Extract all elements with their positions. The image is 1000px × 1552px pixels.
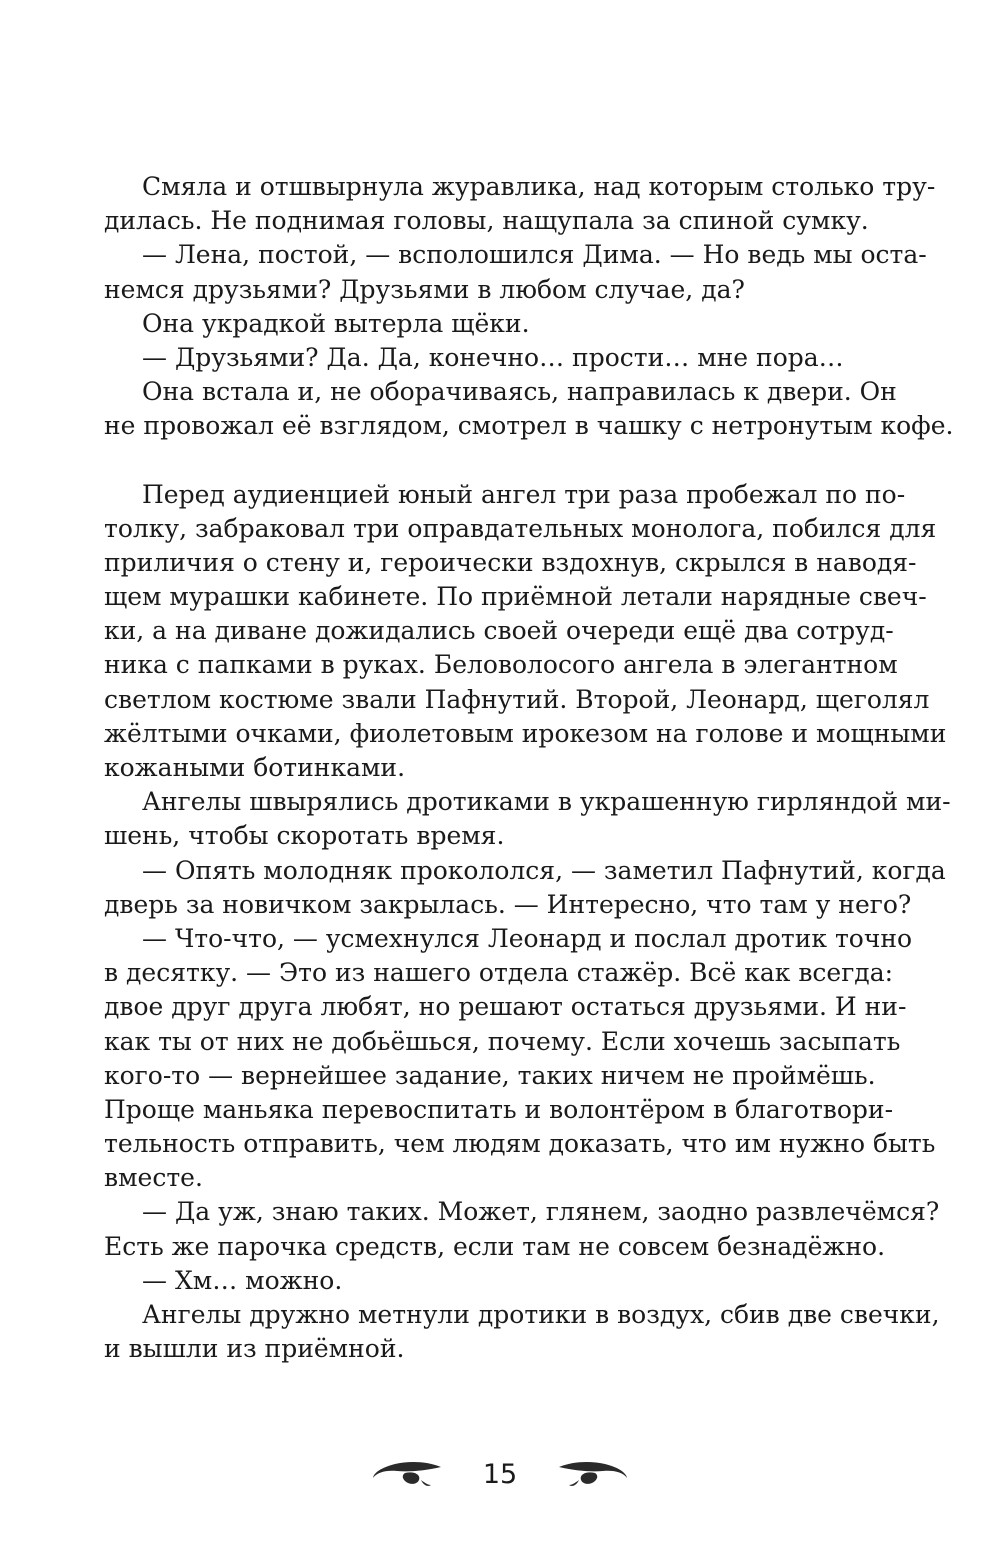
paragraph bbox=[104, 375, 954, 443]
text-line: — Что-что, — усмехнулся Леонард и послал дротик точно bbox=[142, 923, 913, 953]
text-line: Перед аудиенцией юный ангел три раза пробежал по по- bbox=[142, 479, 906, 509]
text-line: кого-то — вернейшее задание, таких ничем не проймёшь. bbox=[104, 1060, 876, 1090]
text-line: щем мурашки кабинете. По приёмной летали нарядные свеч- bbox=[104, 582, 927, 612]
text-line: Есть же парочка средств, если там не совсем безнадёжно. bbox=[104, 1231, 886, 1261]
text-line: шень, чтобы скоротать время. bbox=[104, 821, 505, 851]
text-line: Она украдкой вытерла щёки. bbox=[142, 308, 530, 338]
paragraph bbox=[104, 1264, 838, 1298]
text-line: двое друг друга любят, но решают остаться друзьями. И ни- bbox=[104, 992, 907, 1022]
text-line: дилась. Не поднимая головы, нащупала за спиной сумку. bbox=[104, 206, 869, 236]
text-line: дверь за новичком закрылась. — Интересно, что там у него? bbox=[104, 889, 912, 919]
text-line: приличия о стену и, героически вздохнув, скрылся в наводя- bbox=[104, 547, 917, 577]
section-before-break bbox=[104, 170, 954, 444]
text-line: — Лена, постой, — всполошился Дима. — Но ведь мы оста- bbox=[142, 240, 927, 270]
paragraph bbox=[104, 785, 951, 853]
section-break bbox=[104, 444, 838, 478]
text-line: и вышли из приёмной. bbox=[104, 1334, 405, 1364]
paragraph bbox=[104, 1298, 940, 1366]
text-line: не провожал её взглядом, смотрел в чашку с нетронутым кофе. bbox=[104, 411, 954, 441]
page-number: 15 bbox=[482, 1459, 518, 1490]
left-fleuron-icon bbox=[371, 1458, 443, 1492]
text-line: ки, а на диване дожидались своей очереди ещё два сотруд- bbox=[104, 616, 894, 646]
text-line: Проще маньяка перевоспитать и волонтёром в благотвори- bbox=[104, 1094, 894, 1124]
text-line: — Друзьями? Да. Да, конечно… прости… мне пора… bbox=[142, 342, 844, 372]
text-line: кожаными ботинками. bbox=[104, 753, 406, 782]
page-footer bbox=[0, 1450, 1000, 1500]
text-line: Она встала и, не оборачиваясь, направилась к двери. Он bbox=[142, 377, 897, 407]
right-fleuron-icon bbox=[557, 1458, 629, 1492]
text-line: ника с папками в руках. Беловолосого ангела в элегантном bbox=[104, 650, 898, 680]
paragraph bbox=[104, 478, 947, 786]
paragraph bbox=[104, 922, 936, 1196]
text-line: жёлтыми очками, фиолетовым ирокезом на голове и мощными bbox=[104, 718, 947, 748]
paragraph bbox=[104, 854, 946, 922]
text-line: светлом костюме звали Пафнутий. Второй, Леонард, щеголял bbox=[104, 684, 930, 714]
text-line: Смяла и отшвырнула журавлика, над которым столько тру- bbox=[142, 172, 936, 201]
section-after-break bbox=[104, 478, 951, 1367]
text-line: немся друзьями? Друзьями в любом случае, да? bbox=[104, 274, 745, 304]
text-line: — Да уж, знаю таких. Может, глянем, заодно развлечёмся? bbox=[142, 1197, 940, 1227]
text-line: Ангелы дружно метнули дротики в воздух, сбив две свечки, bbox=[142, 1300, 940, 1329]
text-line: толку, забраковал три оправдательных монолога, побился для bbox=[104, 513, 937, 543]
text-line: как ты от них не добьёшься, почему. Если хочешь засыпать bbox=[104, 1026, 901, 1056]
paragraph bbox=[104, 307, 838, 341]
text-line: — Хм… можно. bbox=[142, 1265, 343, 1295]
page-text bbox=[104, 170, 954, 1366]
text-line: — Опять молодняк прокололся, — заметил Пафнутий, когда bbox=[142, 855, 946, 885]
paragraph bbox=[104, 1195, 940, 1263]
text-line: в десятку. — Это из нашего отдела стажёр. Всё как всегда: bbox=[104, 958, 894, 988]
text-line: тельность отправить, чем людям доказать, что им нужно быть bbox=[104, 1129, 936, 1159]
paragraph bbox=[104, 170, 936, 238]
paragraph bbox=[104, 238, 927, 306]
text-line: Ангелы швырялись дротиками в украшенную гирляндой ми- bbox=[142, 787, 951, 817]
paragraph bbox=[104, 341, 844, 375]
text-line: вместе. bbox=[104, 1163, 203, 1193]
